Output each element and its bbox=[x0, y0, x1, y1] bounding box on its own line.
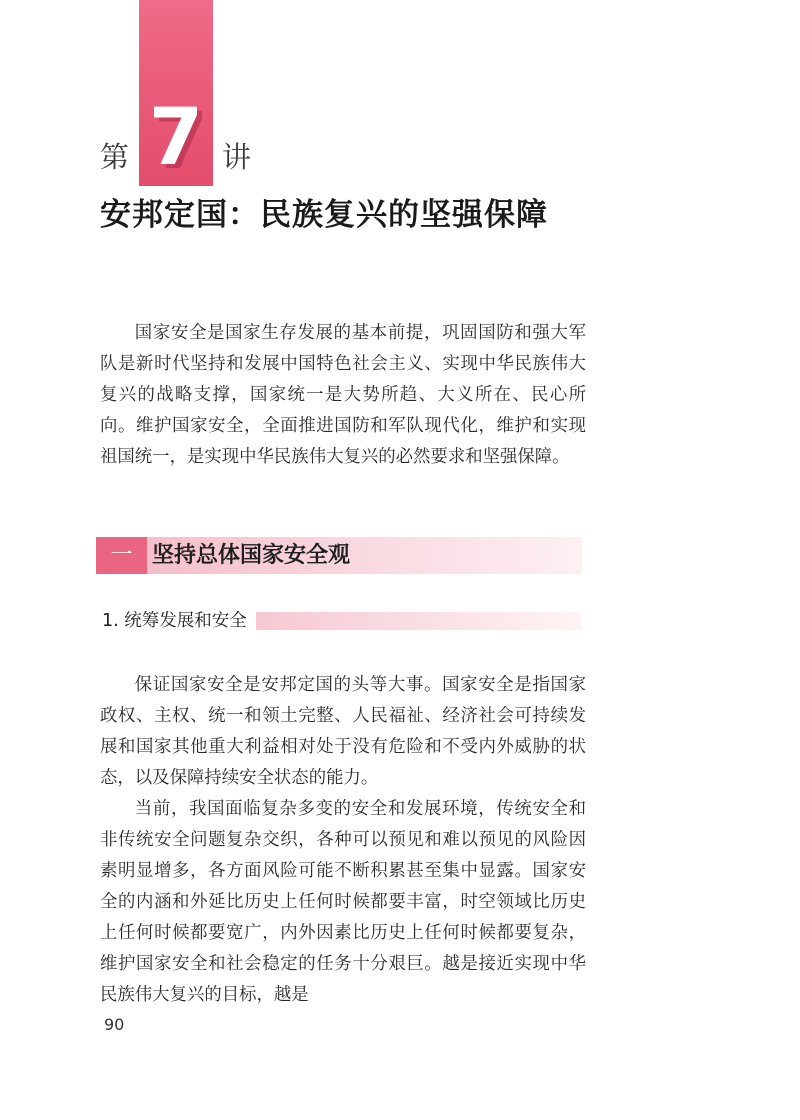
chapter-number: 7 bbox=[148, 93, 204, 183]
body-paragraph: 保证国家安全是安邦定国的头等大事。国家安全是指国家政权、主权、统一和领土完整、人民福祉、经济社会可持续发展和国家其他重大利益相对处于没有危险和不受内外威胁的状态，以及保障持续安全状态的能力。 bbox=[100, 675, 586, 788]
chapter-title: 安邦定国：民族复兴的坚强保障 bbox=[100, 197, 548, 233]
body-paragraph: 当前，我国面临复杂多变的安全和发展环境，传统安全和非传统安全问题复杂交织，各种可以预见和难以预见的风险因素明显增多，各方面风险可能不断积累甚至集中显露。国家安全的内涵和外延比历史上任何时候都要丰富，时空领域比历史上任何时候都要宽广，内外因素比历史上任何时候都要复杂，维护国家安全和社会稳定的任务十分艰巨。越是接近实现中华民族伟大复兴的目标，越是 bbox=[100, 799, 586, 1005]
page-number: 90 bbox=[104, 1015, 125, 1034]
chapter-intro: 国家安全是国家生存发展的基本前提，巩固国防和强大军队是新时代坚持和发展中国特色社会主义、实现中华民族伟大复兴的战略支撑，国家统一是大势所趋、大义所在、民心所向。维护国家安全，全面推进国防和军队现代化，维护和实现祖国统一，是实现中华民族伟大复兴的必然要求和坚强保障。 bbox=[100, 323, 586, 467]
chapter-ribbon bbox=[139, 0, 213, 186]
subsection-title: 1. 统筹发展和安全 bbox=[102, 611, 247, 631]
section-number: 一 bbox=[96, 537, 147, 574]
section-title: 坚持总体国家安全观 bbox=[152, 543, 351, 568]
chapter-label-suffix: 讲 bbox=[222, 140, 252, 174]
subsection-header-bar bbox=[256, 612, 582, 630]
chapter-label-prefix: 第 bbox=[100, 140, 130, 174]
body-text bbox=[100, 670, 586, 1011]
